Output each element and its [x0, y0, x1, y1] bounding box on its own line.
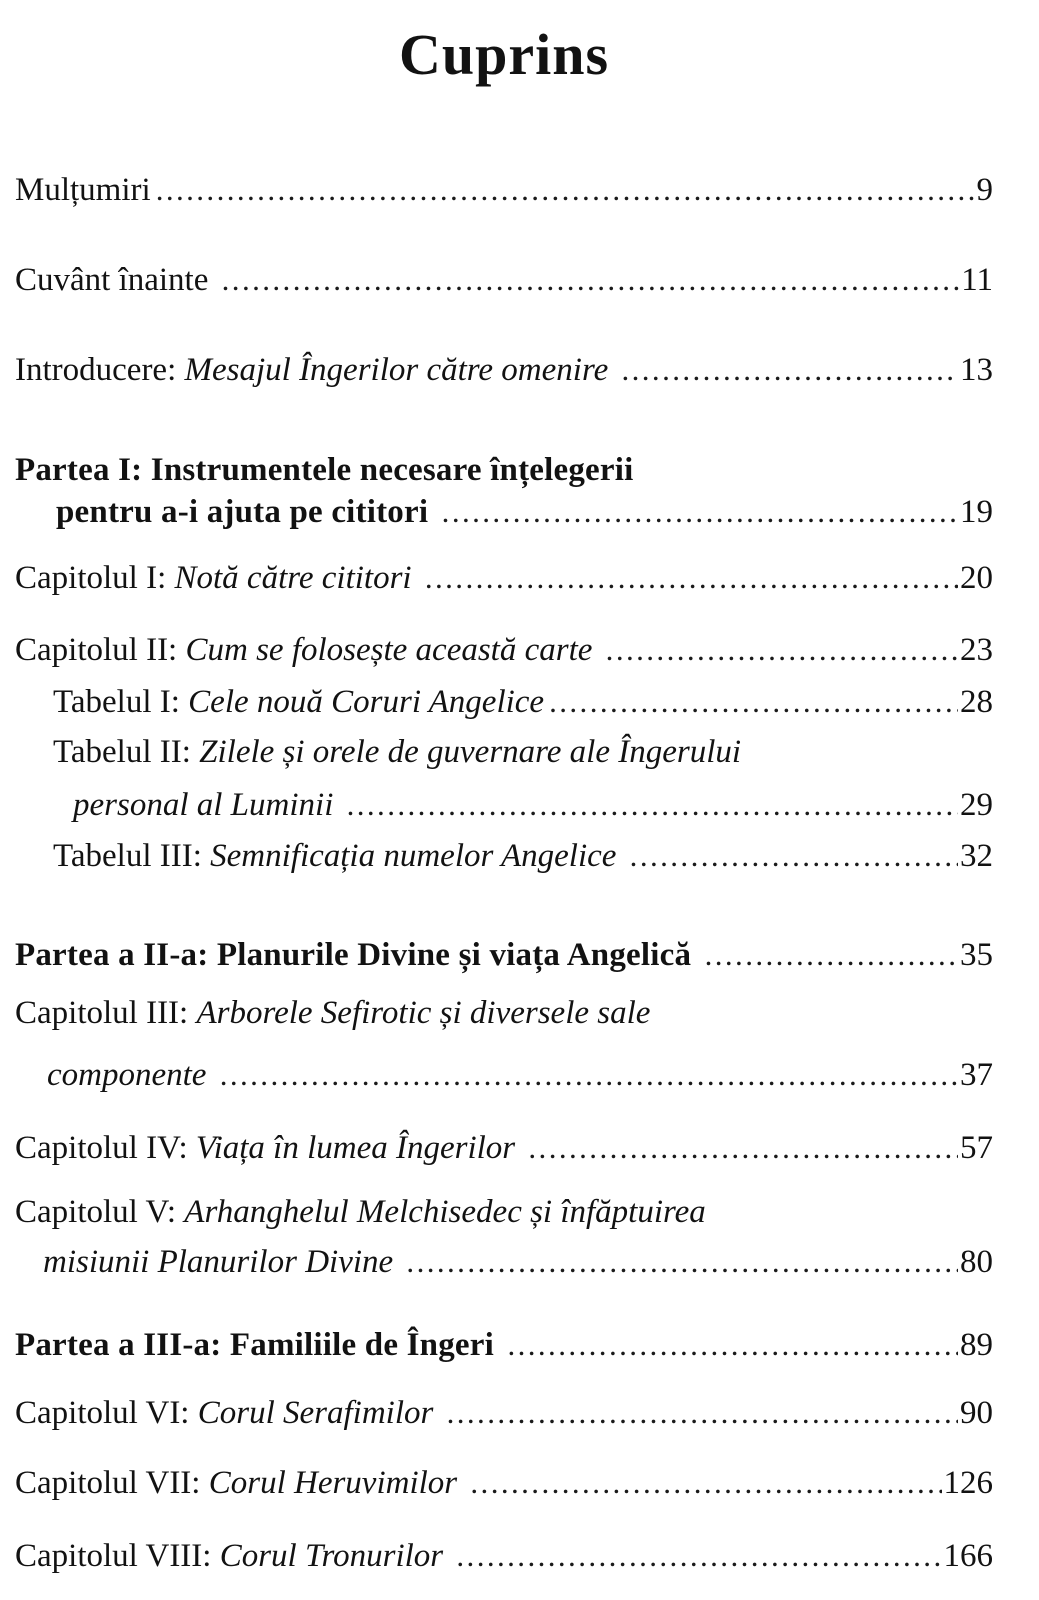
toc-row-sub-continued: [15, 785, 993, 825]
toc-entry-subtitle: Corul Heruvimilor: [208, 1465, 466, 1501]
toc-entry-text: Partea a III-a: Familiile de Îngeri: [15, 1327, 503, 1363]
toc-row: [15, 558, 993, 598]
toc-entry-subtitle: Notă către cititori: [174, 560, 420, 596]
dot-leader: [606, 630, 958, 670]
toc-entry-subtitle: Cele nouă Coruri Angelice: [188, 684, 545, 720]
toc-row-part: [15, 935, 993, 975]
toc-row: [15, 1393, 993, 1433]
page-number: 23: [960, 632, 993, 668]
toc-entry-text: Capitolul I:: [15, 560, 175, 596]
toc-entry-subtitle: Semnificația numelor Angelice: [210, 838, 625, 874]
toc-entry-subtitle: Arborele Sefirotic și diversele sale: [196, 995, 651, 1031]
page-title: Cuprins: [398, 22, 610, 87]
page-number: 37: [960, 1057, 993, 1093]
toc-entry-text: Partea I: Instrumentele necesare înțelegerii: [15, 452, 634, 488]
toc-entry-subtitle: Cum se folosește această carte: [185, 632, 601, 668]
page-number: 90: [960, 1395, 993, 1431]
dot-leader: [507, 1325, 958, 1365]
dot-leader: [447, 1393, 958, 1433]
toc-entry-subtitle: Corul Serafimilor: [197, 1395, 442, 1431]
toc-entry-text: Tabelul II:: [53, 734, 200, 770]
toc-row: [15, 1128, 993, 1168]
dot-leader: [621, 350, 958, 390]
page-number: 19: [960, 494, 993, 530]
page-number: 29: [960, 787, 993, 823]
toc-entry-subtitle: Zilele și orele de guvernare ale Îngerului: [199, 734, 742, 770]
toc-entry-text: Capitolul V:: [15, 1194, 185, 1230]
page-number: 166: [943, 1538, 993, 1574]
dot-leader: [222, 260, 960, 300]
toc-row: [15, 350, 993, 390]
toc-row: [15, 1192, 993, 1232]
toc-entry-subtitle: Viața în lumea Îngerilor: [195, 1130, 524, 1166]
toc-entry-subtitle: Mesajul Îngerilor către omenire: [184, 352, 617, 388]
toc-row: [15, 630, 993, 670]
page-number: 35: [960, 937, 993, 973]
toc-entry-text: Mulțumiri: [15, 172, 151, 208]
dot-leader: [705, 935, 958, 975]
toc-row-sub: [15, 732, 993, 772]
dot-leader: [442, 492, 958, 532]
toc-entry-text: Cuvânt înainte: [15, 262, 217, 298]
toc-entry-text: Tabelul III:: [53, 838, 211, 874]
dot-leader: [425, 558, 958, 598]
toc-entry-text: Introducere:: [15, 352, 185, 388]
page-number: 89: [960, 1327, 993, 1363]
dot-leader: [630, 836, 958, 876]
toc-entry-subtitle: Corul Tronurilor: [219, 1538, 452, 1574]
toc-row-sub: [15, 836, 993, 876]
toc-entry-text: Capitolul II:: [15, 632, 186, 668]
table-of-contents: [15, 170, 993, 1576]
toc-row: [15, 1463, 993, 1503]
dot-leader: [549, 682, 958, 722]
toc-row-sub: [15, 682, 993, 722]
dot-leader: [347, 785, 958, 825]
toc-entry-text: Capitolul IV:: [15, 1130, 196, 1166]
toc-row: [15, 993, 993, 1033]
toc-entry-subtitle: personal al Luminii: [73, 787, 342, 823]
page-number: 28: [960, 684, 993, 720]
toc-row-part: [15, 450, 993, 490]
toc-row-continued: [15, 1055, 993, 1095]
dot-leader: [470, 1463, 941, 1503]
toc-row-continued: [15, 1242, 993, 1282]
page-number: 13: [960, 352, 993, 388]
dot-leader: [528, 1128, 958, 1168]
toc-entry-text: Capitolul VIII:: [15, 1538, 220, 1574]
toc-entry-text: Capitolul VII:: [15, 1465, 209, 1501]
dot-leader: [456, 1536, 941, 1576]
toc-row: [15, 1536, 993, 1576]
page-number: 80: [960, 1244, 993, 1280]
dot-leader: [156, 170, 975, 210]
toc-entry-text: Tabelul I:: [53, 684, 189, 720]
toc-entry-text: Capitolul VI:: [15, 1395, 198, 1431]
toc-entry-subtitle: misiunii Planurilor Divine: [43, 1244, 402, 1280]
toc-entry-subtitle: Arhanghelul Melchisedec și înfăptuirea: [184, 1194, 706, 1230]
page-number: 20: [960, 560, 993, 596]
dot-leader: [406, 1242, 958, 1282]
toc-row-part: [15, 1325, 993, 1365]
toc-row-part-continued: [15, 492, 993, 532]
toc-row: [15, 170, 993, 210]
toc-entry-text: pentru a-i ajuta pe cititori: [56, 494, 437, 530]
page-number: 126: [943, 1465, 993, 1501]
dot-leader: [220, 1055, 958, 1095]
toc-entry-text: Capitolul III:: [15, 995, 197, 1031]
page-number: 32: [960, 838, 993, 874]
page-number: 11: [961, 262, 993, 298]
toc-row: [15, 260, 993, 300]
toc-entry-text: Partea a II-a: Planurile Divine și viața Angelică: [15, 937, 700, 973]
page-number: 57: [960, 1130, 993, 1166]
page-number: 9: [976, 172, 993, 208]
toc-entry-subtitle: componente: [47, 1057, 215, 1093]
